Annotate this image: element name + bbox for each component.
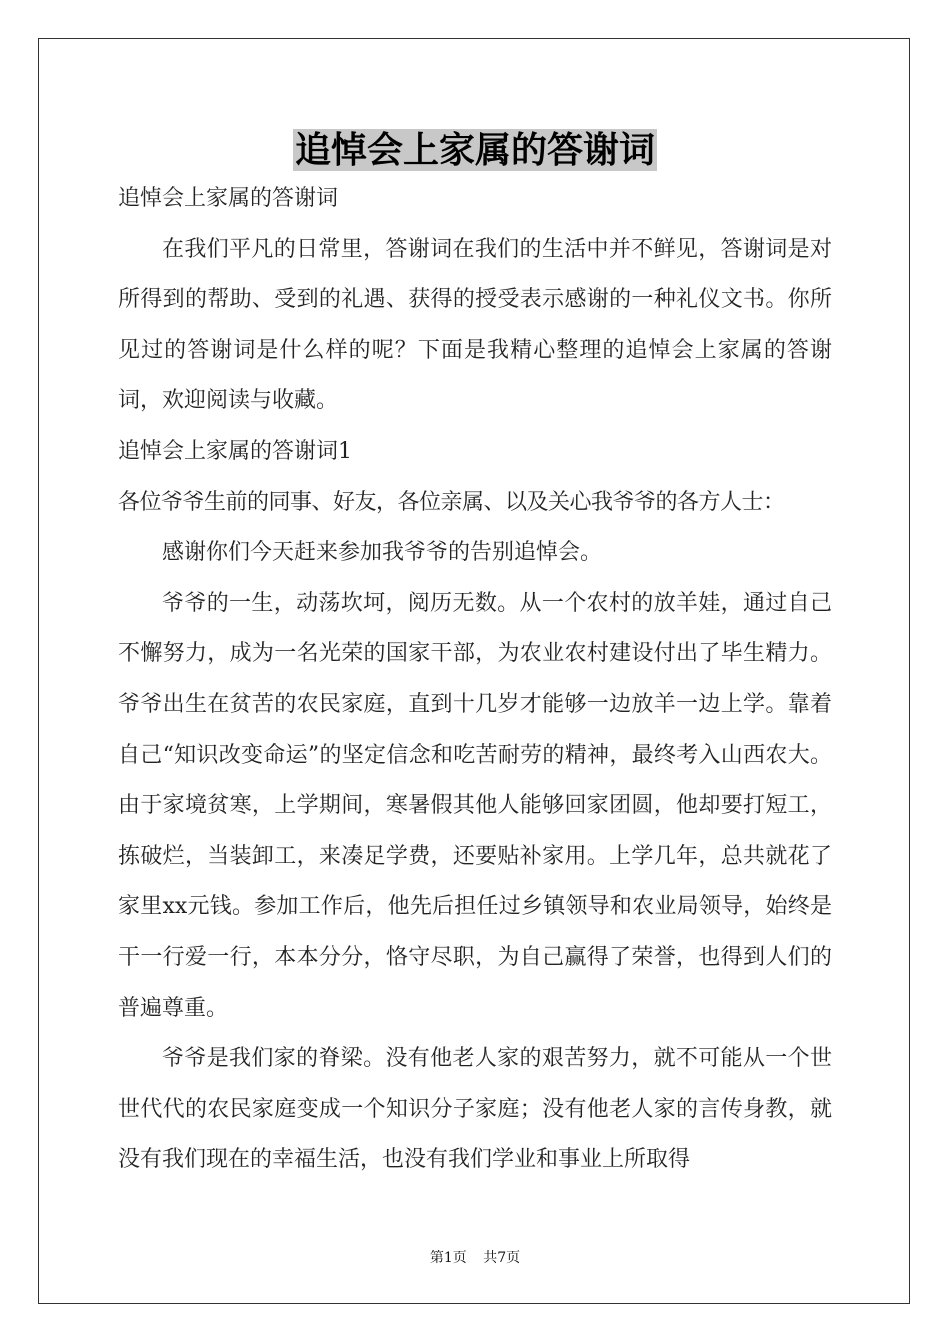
paragraph: 感谢你们今天赶来参加我爷爷的告别追悼会。 — [162, 540, 603, 566]
page-footer — [0, 1247, 950, 1267]
document-title-text: 追悼会上家属的答谢词 — [294, 129, 655, 171]
document-body — [118, 174, 832, 1186]
paragraph: 爷爷是我们家的脊梁。没有他老人家的艰苦努力，就不可能从一个世世代代的农民家庭变成一个知识分子家庭；没有他老人家的言传身教，就没有我们现在的幸福生活，也没有我们学业和事业上所取得 — [118, 1046, 832, 1173]
paragraph: 追悼会上家属的答谢词1 — [118, 438, 352, 464]
document-title — [0, 126, 950, 174]
page-number: 第1页 — [429, 1250, 467, 1266]
paragraph: 各位爷爷生前的同事、好友，各位亲属、以及关心我爷爷的各方人士： — [118, 489, 785, 515]
paragraph: 爷爷的一生，动荡坎坷，阅历无数。从一个农村的放羊娃，通过自己不懈努力，成为一名光荣的国家干部，为农业农村建设付出了毕生精力。爷爷出生在贫苦的农民家庭，直到十几岁才能够一边放羊一边上学。靠着自己“知识改变命运”的坚定信念和吃苦耐劳的精神，最终考入山西农大。由于家境贫寒，上学期间，寒暑假其他人能够回家团圆，他却要打短工，拣破烂，当装卸工，来凑足学费，还要贴补家用。上学几年，总共就花了家里xx元钱。参加工作后，他先后担任过乡镇领导和农业局领导，始终是干一行爱一行，本本分分，恪守尽职，为自己赢得了荣誉，也得到人们的普遍尊重。 — [118, 590, 832, 1021]
page-total: 共7页 — [483, 1250, 521, 1266]
paragraph: 追悼会上家属的答谢词 — [118, 186, 339, 211]
paragraph: 在我们平凡的日常里，答谢词在我们的生活中并不鲜见，答谢词是对所得到的帮助、受到的礼遇、获得的授受表示感谢的一种礼仪文书。你所见过的答谢词是什么样的呢？下面是我精心整理的追悼会上家属的答谢词，欢迎阅读与收藏。 — [118, 236, 832, 414]
